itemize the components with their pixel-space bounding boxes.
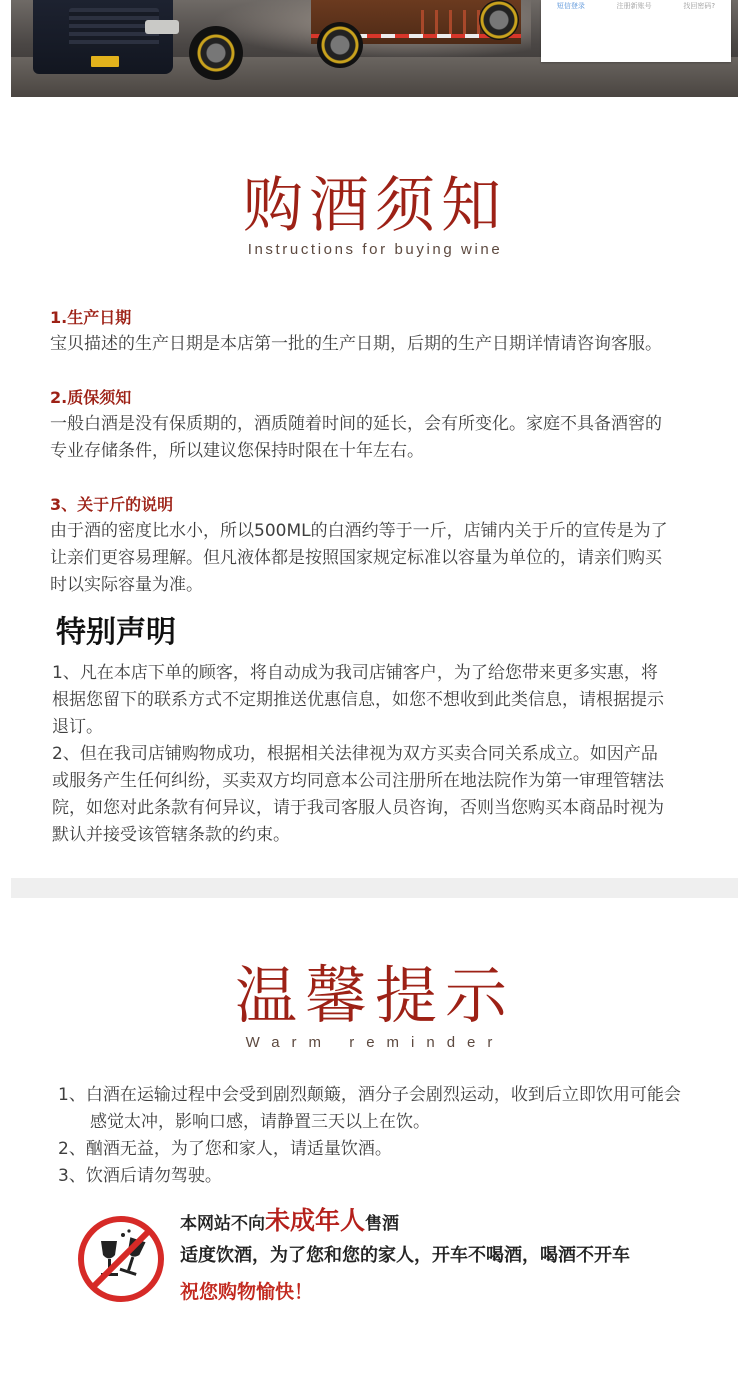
license-plate — [91, 56, 119, 67]
register-link[interactable]: 注册新账号 — [616, 2, 652, 10]
underage-emphasis: 未成年人 — [265, 1206, 366, 1235]
purchase-notice-subtitle: Instructions for buying wine — [247, 241, 503, 258]
warm-reminder-title: 温馨提示 — [234, 959, 515, 1032]
notice-heading-jin-explanation: 3、关于斤的说明 — [50, 495, 174, 514]
reminder-item-continued: 感觉太冲，影响口感，请静置三天以上在饮。 — [90, 1112, 430, 1132]
special-statement-text: 1、凡在本店下单的顾客，将自动成为我司店铺客户，为了给您带来更多实惠，将 根据您留下的联系方式不定期推送优惠信息，如您不想收到此类信息，请根据提示 退订。 2、但在我司店铺购物成功，根据相关法律视为双方买卖合同关系成立。如因产品 或服务产生任何纠纷，买卖双方均同意本公司注册所在地法院作为第一审理管辖法 院，如您对此条款有何异议，请于我司客服人员咨询，否则当您购买本商品时视为 默认并接受该管辖条款的约束。 — [52, 663, 664, 845]
warm-reminder-subtitle: Warm reminder — [245, 1034, 505, 1051]
no-drinking-icon — [77, 1215, 165, 1303]
truck-wheel — [317, 22, 363, 68]
notice-heading-production-date: 1.生产日期 — [50, 308, 132, 327]
drink-responsibly-text: 适度饮酒，为了您和您的家人，开车不喝酒，喝酒不开车 — [180, 1245, 630, 1266]
top-banner-image — [11, 0, 738, 97]
notice-text: 宝贝描述的生产日期是本店第一批的生产日期，后期的生产日期详情请咨询客服。 — [50, 334, 662, 354]
section-divider — [11, 878, 738, 898]
special-statement-heading: 特别声明 — [56, 615, 176, 650]
login-card — [541, 0, 731, 62]
notice-heading-shelf-life: 2.质保须知 — [50, 388, 132, 407]
sms-login-link[interactable]: 短信登录 — [556, 2, 585, 10]
purchase-notice-title: 购酒须知 — [243, 171, 507, 241]
forgot-password-link[interactable]: 找回密码? — [683, 2, 716, 10]
notice-text: 一般白酒是没有保质期的，酒质随着时间的延长，会有所变化。家庭不具备酒窖的 专业存储条件，所以建议您保持时限在十年左右。 — [50, 414, 662, 461]
truck-wheel — [479, 0, 519, 40]
notice-text: 由于酒的密度比水小，所以500ML的白酒约等于一斤，店铺内关于斤的宣传是为了 让亲们更容易理解。但凡液体都是按照国家规定标准以容量为单位的，请亲们购买 时以实际容量为准。 — [50, 521, 668, 595]
happy-shopping-text: 祝您购物愉快！ — [180, 1281, 314, 1303]
truck-cab — [33, 0, 173, 74]
underage-warning: 本网站不向未成年人售酒 — [180, 1206, 400, 1235]
truck-wheel — [189, 26, 243, 80]
reminder-item: 1、白酒在运输过程中会受到剧烈颠簸，酒分子会剧烈运动，收到后立即饮用可能会 — [58, 1085, 681, 1105]
reminder-item: 3、饮酒后请勿驾驶。 — [58, 1166, 222, 1186]
reminder-item: 2、酗酒无益，为了您和家人，请适量饮酒。 — [58, 1139, 392, 1159]
login-links — [541, 0, 731, 12]
